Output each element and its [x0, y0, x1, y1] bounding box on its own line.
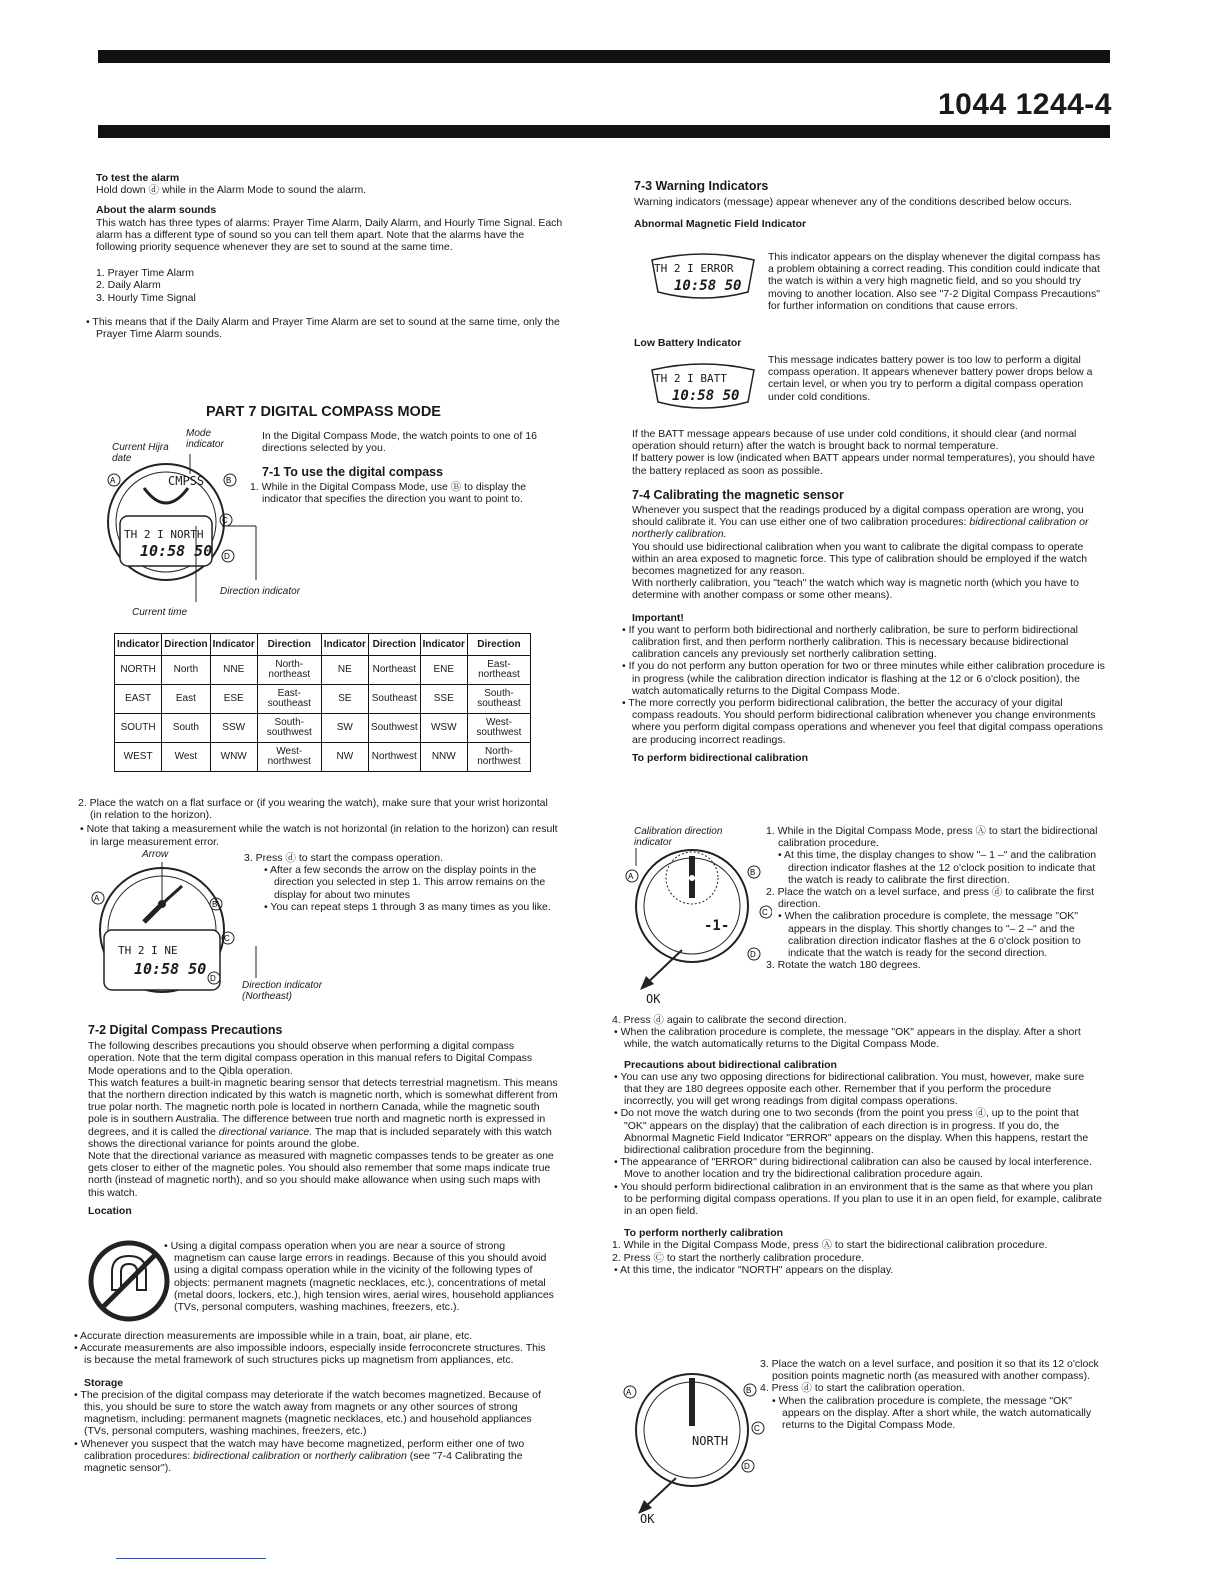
svg-text:B: B	[750, 868, 756, 877]
prec-bullet: • You can use any two opposing directions for bidirectional calibration. You must, however, make sure that they are 180 degrees opposite each other. Remember that if you perform the procedure incorrectly, you will get wrong readings from digital compass operations.	[614, 1070, 1085, 1108]
step3-block	[244, 852, 558, 913]
sec73-title: 7-3 Warning Indicators	[634, 179, 769, 193]
compass-intro	[250, 430, 562, 505]
table-cell: North-northwest	[467, 743, 530, 772]
step2-note: • Note that taking a measurement while the watch is not horizontal (in relation to the horizon) can result in large measurement error.	[80, 823, 558, 848]
storage-last-e: (see "7-4 Calibrating the magnetic sensor").	[84, 1449, 523, 1475]
sec74-text-c: or	[1079, 516, 1089, 529]
header-rule	[98, 125, 1110, 138]
svg-text:C: C	[224, 934, 230, 943]
storage-last-b: bidirectional calibration	[193, 1449, 300, 1462]
table-cell: ENE	[420, 656, 467, 685]
hijra-date-label: Current Hijra date	[112, 442, 169, 464]
sec72-title: 7-2 Digital Compass Precautions	[88, 1023, 283, 1037]
storage-title: Storage	[84, 1376, 124, 1389]
table-cell: SSW	[210, 714, 257, 743]
alarm-section	[86, 172, 566, 341]
fig2-direction-label: Direction indicator (Northeast)	[242, 980, 323, 1002]
table-cell: SE	[321, 685, 368, 714]
priority-item: 3. Hourly Time Signal	[96, 291, 196, 304]
table-cell: Southeast	[368, 685, 420, 714]
location-title: Location	[88, 1204, 132, 1217]
arrow-label: Arrow	[142, 849, 169, 860]
sec74-text-d: northerly calibration.	[632, 528, 727, 541]
lb-text: This message indicates battery power is too low to perform a digital compass operation. It appears whenever battery power drops below a certain level, or when you try to perform a digital compass operation under cold conditions.	[768, 354, 1093, 403]
batt-block	[622, 428, 1106, 764]
sec72-text: The following describes precautions you should observe when performing a digital compass operation. Note that the term digital compass operation in this manual refers to Digital Compass Mode operations and to the Qibla operation.	[88, 1040, 533, 1077]
bidir-step: 3. Rotate the watch 180 degrees.	[766, 959, 921, 972]
document-number: 1044 1244-4	[938, 88, 1112, 121]
svg-text:B: B	[212, 900, 218, 909]
svg-text:A: A	[628, 872, 634, 881]
bidir-calibration-watch-figure	[622, 846, 772, 996]
lb-lcd-line2: 10:58 50	[672, 388, 740, 404]
table-cell: NW	[321, 743, 368, 772]
north-step2: • When the calibration procedure is complete, the message "OK" appears on the display. After a short while, the watch automatically returns to the Digital Compass Mode.	[772, 1394, 1092, 1432]
lcd-mode-text: CMPSS	[168, 474, 205, 488]
table-cell: NE	[321, 656, 368, 685]
prec-bullet: • Do not move the watch during one to two seconds (from the point you press ⓓ, up to the point that "OK" appears on the display) that the calibration of each direction is in progress. If you do, the Abnormal Magnetic Field Indicator "ERROR" appears on the display. When this happens, restart the bidirectional calibration procedure from the beginning.	[614, 1107, 1089, 1157]
batt-text2: If battery power is low (indicated when BATT appears under normal temperatures), you should have the battery replaced as soon as possible.	[632, 452, 1096, 477]
table-cell: South-southeast	[467, 685, 530, 714]
sec74-text2: You should use bidirectional calibration when you want to calibrate the digital compass to operate within an area exposed to magnetic force. This type of calibration should be employed if the watch becomes magnetized for any reason.	[632, 540, 1088, 578]
current-time-label: Current time	[132, 607, 188, 618]
top-rule	[98, 50, 1110, 63]
svg-text:B: B	[226, 476, 232, 485]
table-cell: West-northwest	[257, 743, 321, 772]
table-cell: West-southwest	[467, 714, 530, 743]
north-lcd: NORTH	[692, 1434, 729, 1448]
direction-indicator-label: Direction indicator	[220, 586, 301, 597]
table-cell: SSE	[420, 685, 467, 714]
table-cell: North-northeast	[257, 656, 321, 685]
table-header: Indicator	[321, 634, 368, 656]
table-cell: WEST	[115, 743, 162, 772]
bidir-step: 2. Place the watch on a level surface, and press ⓓ to calibrate the first direction.	[766, 886, 1095, 911]
sec73-text: Warning indicators (message) appear whenever any of the conditions described below occurs.	[634, 196, 1072, 209]
table-cell: NORTH	[115, 656, 162, 685]
fig2-lcd-line1: TH 2 I NE	[118, 944, 178, 957]
table-row	[115, 743, 531, 772]
table-cell: East-southeast	[257, 685, 321, 714]
priority-note: • This means that if the Daily Alarm and Prayer Time Alarm are set to sound at the same time, only the Prayer Time Alarm sounds.	[86, 315, 560, 341]
batt-display-icon	[648, 362, 758, 412]
table-cell: Northwest	[368, 743, 420, 772]
svg-text:D: D	[744, 1462, 750, 1471]
step3-text: 3. Press ⓓ to start the compass operation.	[244, 852, 444, 864]
table-cell: West	[162, 743, 210, 772]
svg-text:D: D	[750, 950, 756, 959]
error-display-icon	[648, 252, 758, 302]
table-cell: Northeast	[368, 656, 420, 685]
amf-title: Abnormal Magnetic Field Indicator	[634, 218, 807, 231]
table-header: Direction	[368, 634, 420, 656]
location-bullet: • Accurate measurements are also impossible indoors, especially inside ferroconcrete structures. This is because the metal framework of such structures picks up magnetism from appliances, etc.	[74, 1342, 546, 1367]
sec71-step1: 1. While in the Digital Compass Mode, use Ⓑ to display the indicator that specifies the direction you want to point to.	[250, 480, 527, 505]
bidir-ok-label: OK	[646, 992, 661, 1006]
svg-text:A: A	[110, 476, 116, 485]
storage-last-a: • Whenever you suspect that the watch may have become magnetized, perform either one of two calibration procedures:	[74, 1437, 525, 1462]
table-header: Direction	[257, 634, 321, 656]
north-step: 1. While in the Digital Compass Mode, press Ⓐ to start the bidirectional calibration procedure.	[612, 1239, 1048, 1252]
sec74-text3: With northerly calibration, you "teach" the watch which way is magnetic north (which you have to determine with another compass or some other means).	[632, 577, 1079, 602]
important-bullet: • If you want to perform both bidirectional and northerly calibration, be sure to perform bidirectional calibration first, and then perform northerly calibration. This is necessary because bidirectional calibration cancels any previously set northerly calibration setting.	[622, 623, 1078, 661]
table-row	[115, 714, 531, 743]
lb-title: Low Battery Indicator	[634, 337, 742, 349]
table-cell: ESE	[210, 685, 257, 714]
north-steps2	[760, 1358, 1104, 1432]
amf-lcd-line2: 10:58 50	[674, 278, 742, 294]
about-sounds-text: This watch has three types of alarms: Prayer Time Alarm, Daily Alarm, and Hourly Time Signal. Each alarm has a different type of sound so you can tell them apart. Note that the alarms have the following priority sequence whenever they are set to sound at the same time.	[96, 216, 563, 254]
step3-bullet: • After a few seconds the arrow on the display points in the direction you selected in step 1. This arrow remains on the display for about two minutes	[264, 864, 546, 901]
north-title: To perform northerly calibration	[624, 1227, 784, 1240]
bidir-fig-label: Calibration direction indicator	[634, 826, 723, 848]
table-header: Indicator	[420, 634, 467, 656]
location-bullet: • Using a digital compass operation when you are near a source of strong magnetism can cause large errors in readings. Because of this you should avoid using a digital compass operation while in the vicinity of the following types of objects: permanent magnets (magnetic necklaces, etc.), concentrations of metal (metal doors, lockers, etc.), high tension wires, aerial wires, household appliances (TVs, personal computers, washing machines, freezers, etc.).	[164, 1240, 554, 1314]
sec71-title: 7-1 To use the digital compass	[262, 465, 444, 480]
sec74-text-b: bidirectional calibration	[969, 516, 1077, 529]
table-header: Indicator	[115, 634, 162, 656]
sec72-block	[88, 1024, 558, 1217]
north-step: • At this time, the indicator "NORTH" appears on the display.	[614, 1263, 894, 1276]
sec73-block	[634, 180, 1106, 231]
table-cell: WNW	[210, 743, 257, 772]
lb-text-block	[768, 354, 1104, 403]
step2-text: 2. Place the watch on a flat surface or (if you wearing the watch), make sure that your wrist horizontal (in relation to the horizon).	[78, 797, 548, 822]
about-sounds-title: About the alarm sounds	[96, 204, 217, 217]
table-header-row	[115, 634, 531, 656]
mode-indicator-label: Mode indicator	[186, 428, 224, 450]
amf-lcd-line1: TH 2 I ERROR	[654, 262, 734, 275]
location-bullets	[164, 1240, 556, 1314]
prec-bullet: • The appearance of "ERROR" during bidirectional calibration can also be caused by local interference. Move to another location and try the bidirectional calibration procedure again.	[614, 1156, 1092, 1181]
table-cell: SW	[321, 714, 368, 743]
bidir-lcd: -1-	[704, 918, 730, 934]
table-header: Direction	[162, 634, 210, 656]
storage-last-d: northerly calibration	[315, 1449, 407, 1462]
svg-text:B: B	[746, 1386, 752, 1395]
bidir-step: 1. While in the Digital Compass Mode, press Ⓐ to start the bidirectional calibration procedure.	[766, 825, 1098, 850]
batt-text: If the BATT message appears because of use under cold conditions, it should clear (and normal operation should return) after the watch is brought back to normal temperature.	[632, 428, 1077, 453]
sec72-text2: This watch features a built-in magnetic bearing sensor that detects terrestrial magnetism. This means that the northern direction indicated by this watch is magnetic north, which is somewhat different from true polar north. The magnetic north pole is located in northern Canada, while the magnetic south pole is in southern Australia. The difference between true north and magnetic north is expressed in degrees, and it is called the	[88, 1076, 558, 1138]
lb-title-block	[634, 337, 834, 349]
table-cell: WSW	[420, 714, 467, 743]
step2-block	[78, 797, 560, 848]
svg-text:A: A	[626, 1388, 632, 1397]
prec-title: Precautions about bidirectional calibration	[624, 1058, 837, 1071]
bidir-step: • When the calibration procedure is complete, the message "OK" appears in the display. This shortly changes to "– 2 –" and the calibration direction indicator flashes at the 6 o'clock position to indicate that the watch is ready for the second direction.	[778, 910, 1081, 960]
no-magnet-icon	[86, 1238, 172, 1324]
lcd-line1: TH 2 I NORTH	[124, 528, 204, 541]
sec72-text4: Note that the directional variance as measured with magnetic compasses tends to be greater as one gets closer to either of the magnetic poles. You should also remember that some maps indicate true north (instead of magnetic north), and so you should make allowance when using such maps with this watch.	[88, 1150, 554, 1199]
sec74-text-a: Whenever you suspect that the readings produced by a digital compass operation are wrong, you should calibrate it. You can use either one of two calibration procedures:	[632, 504, 1084, 529]
footer-link-rule	[116, 1558, 266, 1559]
bidir-step: • At this time, the display changes to show "– 1 –" and the calibration direction indicator flashes at the 12 o'clock position to indicate that the watch is ready to calibrate the first direction.	[778, 849, 1097, 886]
table-row	[115, 685, 531, 714]
north-step: 2. Press Ⓒ to start the northerly calibration procedure.	[612, 1251, 865, 1264]
priority-item: 1. Prayer Time Alarm	[96, 267, 195, 280]
important-bullet: • The more correctly you perform bidirectional calibration, the better the accuracy of your digital compass readouts. You should perform bidirectional calibration whenever you change environments where you perform digital compass operations and whenever you feel that digital compass operations are producing incorrect readings.	[622, 697, 1104, 746]
table-cell: East-northeast	[467, 656, 530, 685]
lcd-line2: 10:58 50	[140, 542, 213, 560]
table-header: Indicator	[210, 634, 257, 656]
step3-bullet: • You can repeat steps 1 through 3 as many times as you like.	[264, 900, 551, 913]
important-bullet: • If you do not perform any button operation for two or three minutes while either calibration procedure is in progress (while the calibration direction indicator is flashing at the 12 or 6 o'clock position), the watch automatically returns to the Digital Compass Mode.	[622, 660, 1105, 697]
amf-text: This indicator appears on the display whenever the digital compass has a problem obtaining a correct reading. This condition could indicate that the watch is within a very high magnetic field, and so you should try moving to another location. Also see "7-2 Digital Compass Precautions" for further information on conditions that cause errors.	[768, 251, 1101, 312]
storage-last-c: or	[302, 1449, 313, 1462]
priority-item: 2. Daily Alarm	[96, 279, 161, 292]
table-cell: North	[162, 656, 210, 685]
bidir-lower	[612, 1014, 1104, 1276]
table-cell: Southwest	[368, 714, 420, 743]
location-bullet: • Accurate direction measurements are impossible while in a train, boat, air plane, etc.	[74, 1330, 473, 1342]
north-ok-label: OK	[640, 1512, 655, 1526]
svg-text:D: D	[224, 552, 230, 561]
test-alarm-text: Hold down ⓓ while in the Alarm Mode to sound the alarm.	[96, 184, 367, 197]
bidir-step4-bullet: • When the calibration procedure is complete, the message "OK" appears in the display. After a short while, the watch automatically returns to the Digital Compass Mode.	[614, 1026, 1081, 1051]
sec72-text3: The map that is included separately with this watch shows the directional variance for points around the globe.	[88, 1125, 552, 1150]
table-cell: South	[162, 714, 210, 743]
storage-bullet: • The precision of the digital compass may deteriorate if the watch becomes magnetized. Because of this, you should be sure to store the watch away from magnets or any other sources of strong magnetism, including: permanent magnets (magnetic necklaces, etc.) and household appliances (TVs, personal computers, washing machines, freezers, etc.)	[74, 1388, 541, 1438]
table-cell: NNE	[210, 656, 257, 685]
table-cell: SOUTH	[115, 714, 162, 743]
north-step2: 3. Place the watch on a level surface, and position it so that its 12 o'clock position points magnetic north (as measured with another compass).	[760, 1358, 1099, 1383]
table-header: Direction	[467, 634, 530, 656]
lb-lcd-line1: TH 2 I BATT	[654, 372, 727, 385]
table-cell: EAST	[115, 685, 162, 714]
table-row	[115, 656, 531, 685]
svg-text:A: A	[94, 894, 100, 903]
sec72-term: directional variance.	[218, 1125, 313, 1138]
svg-text:C: C	[222, 516, 228, 525]
part7-title: PART 7 DIGITAL COMPASS MODE	[206, 404, 441, 420]
test-alarm-title: To test the alarm	[96, 172, 180, 184]
sec74-title: 7-4 Calibrating the magnetic sensor	[632, 487, 844, 502]
bidir-steps	[766, 825, 1104, 972]
amf-text-block	[768, 251, 1104, 312]
important-title: Important!	[632, 611, 684, 624]
intro-text: In the Digital Compass Mode, the watch points to one of 16 directions selected by you.	[262, 430, 537, 455]
north-step2: 4. Press ⓓ to start the calibration operation.	[760, 1382, 965, 1395]
fig2-lcd-line2: 10:58 50	[134, 960, 207, 978]
table-cell: East	[162, 685, 210, 714]
bidir-title: To perform bidirectional calibration	[632, 751, 808, 764]
svg-text:C: C	[762, 908, 768, 917]
direction-table	[114, 633, 531, 772]
location-bullets-2	[74, 1330, 556, 1475]
table-cell: South-southwest	[257, 714, 321, 743]
svg-text:C: C	[754, 1424, 760, 1433]
svg-text:D: D	[210, 974, 216, 983]
prec-bullet: • You should perform bidirectional calibration in an environment that is the same as that where you plan to be performing digital compass operations. If you plan to use it in an open field, for example, calibrate in an open field.	[614, 1180, 1103, 1218]
bidir-step4: 4. Press ⓓ again to calibrate the second direction.	[612, 1014, 847, 1026]
table-cell: NNW	[420, 743, 467, 772]
